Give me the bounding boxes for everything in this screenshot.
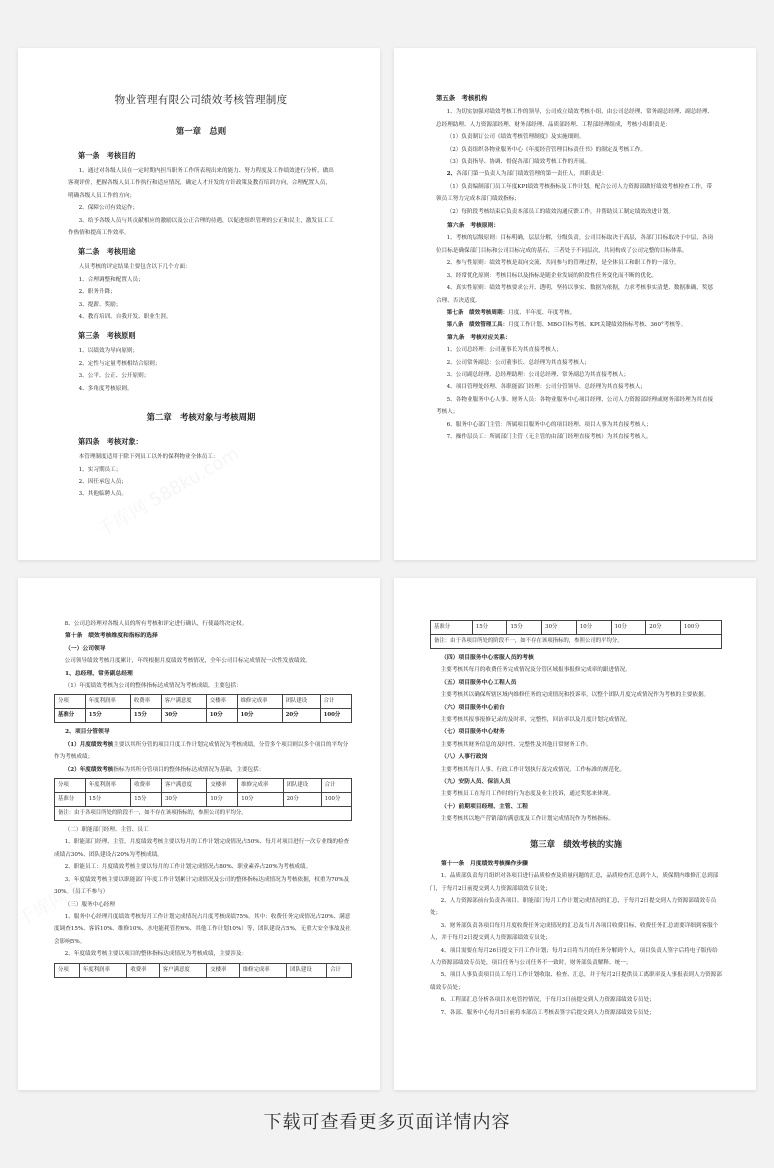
table-cell: 15分 <box>507 621 542 635</box>
document-page-2 <box>394 48 756 560</box>
table-note: 备注：由于各项目所处的阶段不一，如不存在该项指标的，参照公司的平均分。 <box>431 635 722 649</box>
paragraph: 8、公司总经理对各级人员的所有考核和评定进行确认，行使最终决定权。 <box>64 621 248 627</box>
paragraph: 2、职能员工：月度绩效考核主要以每月的工作计划完成情况占80%、职业素养占20%为考核成绩。 <box>64 864 312 871</box>
table-cell: 30分 <box>161 709 206 723</box>
table-header-row <box>55 695 352 709</box>
list-item: 1、以绩效为导向原则； <box>78 348 139 355</box>
table-cell: 合计 <box>320 695 351 709</box>
list-item: 3、公司副总经理、总经理助理：公司总经理、常务副总为其直接考核人； <box>446 371 630 378</box>
list-item: 4、项目管理处经理、各职能部门经理：公司分管领导、总经理为其直接考核人； <box>446 384 646 391</box>
list-item: 4、教育培训、自我开发、职业生涯。 <box>78 314 172 321</box>
table-row <box>431 621 722 635</box>
table-cell: 收费率 <box>130 695 161 709</box>
subsection-heading: （九）安防人员、保洁人员 <box>441 779 511 786</box>
paragraph: 主要考核其每月的收费任务完成情况及分管区域报事报修完成率的跟进情况。 <box>440 667 631 674</box>
list-item: 4、多角度考核原则。 <box>78 385 133 392</box>
paragraph: 主要考核其每月人事、行政工作计划执行及完成情况，工作标准的规范化。 <box>440 766 626 773</box>
score-table-1 <box>54 694 352 723</box>
table-cell: 年度利润率 <box>85 779 130 793</box>
table-cell: 10分 <box>237 709 282 723</box>
list-item: 2、公司常务副总：公司董事长、总经理为其直接考核人； <box>446 359 591 366</box>
table-header-row <box>55 779 352 793</box>
section-heading: 第三条 考核原则 <box>78 331 136 341</box>
table-cell: 客户满意度 <box>161 695 206 709</box>
table-cell: 15分 <box>85 709 130 723</box>
table-cell: 30分 <box>542 621 577 635</box>
list-item: 2、定性与定量考核相结合原则； <box>78 360 161 367</box>
table-cell: 维修完成率 <box>239 963 286 977</box>
table-cell: 15分 <box>472 621 507 635</box>
paragraph: （1）年度绩效考核为公司的整体指标达成情况为考核成绩，主要包括： <box>64 683 242 690</box>
clause-label: 第七条 绩效考核周期： <box>446 309 509 316</box>
list-item: 2、职务升降； <box>78 289 116 296</box>
table-cell: 团队建设 <box>287 963 327 977</box>
paragraph: 1、服务中心经理月度绩效考核每月工作计划完成情况占月度考核成绩75%。其中：收费任务完成情况占20%、满意度调查15%、客诉10%、维修10%、水电能耗管控6%、其他工作计划10%）等，团队建设占5%，无重大安全事故及社会影响5%。 <box>54 913 351 945</box>
subsection-heading: （五）项目服务中心工程人员 <box>441 679 517 686</box>
subsection-heading: （二）职能部门经理、主管、员工 <box>64 827 149 834</box>
list-item: 3、公平、公正、公开原则； <box>78 373 150 380</box>
list-item: （1）负责制订公司《绩效考核管理制度》及实施细则。 <box>446 134 585 141</box>
table-cell: 团队建设 <box>282 695 320 709</box>
list-item: 5、项目人事负责项目员工每月工作计划收取、检查、汇总，并于每月2日提供员工离职率及人事报表到人力资源部绩效专员处； <box>430 972 722 991</box>
table-cell: 基准分 <box>55 709 86 723</box>
paragraph: 3、年度绩效考核主要以职能部门年度工作计划累计完成情况及公司的整体指标达成情况为考核依据，权重为70%及30%。（员工不参与） <box>54 876 350 896</box>
table-cell: 20分 <box>646 621 681 635</box>
list-item: （2）负责组织各物业服务中心《年度经营管理目标责任书》的制定及考核工作。 <box>446 146 646 153</box>
section-heading: 第五条 考核机构 <box>436 94 488 102</box>
document-page-4 <box>394 578 756 1090</box>
clause-text: 月度、半年度、年度考核。 <box>508 309 576 316</box>
table-cell: 维修完成率 <box>238 779 283 793</box>
list-item: 1、考核的层级原则：目标明确，层层分解，分级负责。公司目标取决于高层，各部门目标取决于中层，各岗位目标是确保部门目标和公司目标完成的基石，三者处于不同层次，共同构成了公司完整的目标体系。 <box>436 235 714 254</box>
list-item: （2）每阶段考核结束后负责本部员工的绩效沟通反馈工作，并帮助员工制定绩效改进计划。 <box>446 208 674 215</box>
paragraph: 1、通过对各级人员在一定时期内担当职务工作所表现出来的能力、努力程度及工作绩效进行分析，做出客观评价，把握各级人员工作执行和适应情况，确定人才开发的方针政策及教育培训方向，合理配置人员，明确各级人员工作的方向； <box>68 168 334 199</box>
table-cell: 20分 <box>283 793 321 807</box>
paragraph: 主要考核其报事报修记录的及时率，完整性，回访率以及月度计划完成情况。 <box>440 717 631 724</box>
list-item: 4、真实性原则：绩效考核要求公开、透明，坚持以事实、数据为依据，力求考核事实清楚、数据准确、奖惩合理、否决适度。 <box>436 285 714 304</box>
document-title: 物业管理有限公司绩效考核管理制度 <box>114 94 288 106</box>
table-cell: 交楼率 <box>207 963 239 977</box>
subsection-heading: （一）公司领导 <box>65 645 106 652</box>
paragraph-label: 2、 <box>446 171 457 178</box>
table-cell: 合计 <box>321 779 351 793</box>
chapter-heading: 第二章 考核对象与考核周期 <box>146 412 256 423</box>
section-heading: 第一条 考核目的 <box>78 151 136 160</box>
list-item: 3、提薪、奖励； <box>78 301 122 308</box>
list-item: 1、合理调整和配置人员； <box>78 276 144 283</box>
paragraph-text: 指标为其所分管项目的整体指标达成情况为基础，主要包括： <box>113 766 265 773</box>
list-item: 1、公司总经理：公司董事长为其直接考核人； <box>446 347 563 354</box>
paragraph <box>54 764 352 776</box>
list-item: 7、操作层员工：所属部门主管（无主管的由部门经理直接考核）为其直接考核人。 <box>446 433 652 440</box>
paragraph <box>436 168 716 180</box>
table-row <box>55 709 352 723</box>
table-cell: 30分 <box>162 793 207 807</box>
table-cell: 交楼率 <box>206 695 237 709</box>
score-table-4 <box>430 620 722 649</box>
clause-text: 月度工作计划、MBO目标考核、KPI关键绩效指标考核、360°考核等。 <box>508 322 687 329</box>
table-cell: 基准分 <box>55 793 86 807</box>
download-more-caption: 下载可查看更多页面详情内容 <box>263 1112 511 1133</box>
table-cell: 基准分 <box>431 621 473 635</box>
table-row <box>55 793 352 807</box>
list-item: 2、人力资源部前台负责各项目、职能部门每月工作计划完成情况的汇总，于每月2日提交到人力资源部绩效专员处； <box>430 897 717 917</box>
paragraph-text: 主要以其所分管的项目月度工作计划完成情况为考核成绩，分管多个项目则以多个项目的平均分作为考核成绩； <box>54 741 349 761</box>
table-cell: 合计 <box>327 963 352 977</box>
score-table-2 <box>54 778 352 821</box>
paragraph: 2、年度绩效考核主要以项目的整体指标达成情况为考核成绩，主要涉及： <box>64 951 248 958</box>
paragraph: 1、职能部门经理、主管，月度绩效考核主要以每月的工作计划完成情况占50%、每月对项目进行一次专业线的检查成绩占30%、团队建设占20%为考核成绩。 <box>54 839 350 858</box>
table-cell: 分项 <box>55 963 80 977</box>
list-item: 4、项目需要在每月26日提交下月工作计划；每月2日将当月的任务分解到个人，项目负责人签字后将电子版传给人力资源部绩效专员处，项目任务与公司任务不一致时，财务部负责解释、统一； <box>430 947 718 966</box>
table-cell: 年度利润率 <box>85 695 130 709</box>
paragraph: 主要考核员工在每月工作时的行为态度及业主投诉，通过奖惩来体现。 <box>440 791 615 798</box>
table-cell: 10分 <box>206 709 237 723</box>
paragraph: 2、保障公司有效运作； <box>78 205 139 212</box>
list-item: 6、服务中心部门主管：所属项目服务中心的项目经理、项目人事为其直接考核人； <box>446 421 652 428</box>
table-cell: 15分 <box>130 709 161 723</box>
subsection-heading: （七）项目服务中心财务 <box>441 729 505 736</box>
list-item: 2、因任承包人员； <box>78 478 127 485</box>
section-heading: 第二条 考核用途 <box>78 247 136 257</box>
table-cell: 年度利润率 <box>79 963 126 977</box>
table-cell: 团队建设 <box>283 779 321 793</box>
subsection-heading: （三）服务中心经理 <box>64 901 115 908</box>
table-cell: 10分 <box>576 621 611 635</box>
paragraph: 本管理制度适用于除下列员工以外的保利物业全体员工： <box>78 454 219 461</box>
subsection-heading: （十）前期项目经理、主管、工程 <box>441 803 528 810</box>
list-item: （1）负责编制部门员工年度KPI绩效考核指标及工作计划，配合公司人力资源部做好绩效考核检查工作，带领员工努力完成本部门绩效指标； <box>436 183 713 203</box>
table-cell: 分项 <box>55 779 86 793</box>
paragraph: 主要考核其以地产营销部的满意度及工作计划完成情况作为考核指标。 <box>440 816 615 823</box>
list-item: 1、实习期员工； <box>78 466 122 473</box>
table-cell: 分项 <box>55 695 86 709</box>
section-heading: 第十一条 月度绩效考核操作步骤 <box>441 860 528 867</box>
table-cell: 客户满意度 <box>159 963 206 977</box>
subsection-heading: 2、项目分管领导 <box>65 729 110 736</box>
section-heading: 第九条 考核对应关系： <box>447 334 511 341</box>
paragraph <box>54 739 352 764</box>
paragraph-label: （2）年度绩效考核 <box>64 766 114 773</box>
score-table-3 <box>54 963 352 978</box>
paragraph: 主要考核其财务信息的及时性、完整性及其他日常财务工作。 <box>440 741 592 748</box>
paragraph-label: （1）月度绩效考核 <box>64 741 114 748</box>
subsection-heading: （四）项目服务中心客服人员的考核 <box>441 655 534 661</box>
table-header-row <box>55 963 352 977</box>
table-cell: 维修完成率 <box>237 695 282 709</box>
paragraph <box>436 319 716 331</box>
list-item: 3、其他临聘人员。 <box>78 491 127 498</box>
paragraph-text: 各部门第一负责人为部门绩效管理的第一责任人，其职责是： <box>456 171 608 178</box>
table-cell: 10分 <box>611 621 646 635</box>
list-item: 5、各物业服务中心人事、财务人员：各物业服务中心项目经理、公司人力资源部经理或财务部经理为其直接考核人； <box>436 396 714 416</box>
chapter-heading: 第三章 绩效考核的实施 <box>529 838 623 849</box>
table-note-row <box>55 807 352 821</box>
paragraph: 1、为切实加强对绩效考核工作的领导，公司成立绩效考核小组，由公司总经理、常务副总经理、副总经理、总经理助理、人力资源部经理、财务部经理、品质部经理、工程部经理组成，考核小组职责是： <box>436 109 714 128</box>
table-cell: 收费率 <box>127 963 159 977</box>
subsection-heading: （八）人事行政岗 <box>441 754 488 761</box>
table-cell: 客户满意度 <box>162 779 207 793</box>
table-note: 备注：由于各项目所处的阶段不一，如不存在该项指标的，参照公司的平均分。 <box>55 807 352 821</box>
list-item: 3、经常优化原则：考核目标以及指标是随企业发展的阶段性任务变化而不断的优化。 <box>446 272 658 279</box>
document-page-1 <box>18 48 380 560</box>
table-cell: 10分 <box>238 793 283 807</box>
table-cell: 10分 <box>207 793 238 807</box>
section-heading: 第四条 考核对象： <box>78 437 143 447</box>
section-heading: 第十条 绩效考核维度和指标的选择 <box>65 633 158 640</box>
section-heading: 第六条 考核原则： <box>447 223 500 230</box>
paragraph: 公司领导绩效考核月度累计，年终根据月度绩效考核情况，全年公司目标完成情况一次性发放绩效。 <box>64 658 311 665</box>
table-cell: 100分 <box>321 793 351 807</box>
paragraph: 主要考核其以确保所辖区域内维修任务的完成情况和投诉率，以整个团队月度完成情况作为考核的主要依据。 <box>440 692 710 699</box>
table-cell: 15分 <box>131 793 162 807</box>
paragraph: 人员考核的评定结果主要包含以下几个方面： <box>78 264 191 271</box>
list-item: 2、参与性原则：绩效考核是双向交流、共同参与的管理过程，是全体员工和职工作的一部分。 <box>446 260 680 267</box>
table-note-row <box>431 635 722 649</box>
table-cell: 100分 <box>680 621 721 635</box>
paragraph: 3、给予各级人员与其贡献相应的激励以及公正合理的待遇，以促进组织管理的公正和民主，激发员工工作热情和提高工作效率。 <box>68 217 334 237</box>
list-item: 6、工程部汇总分析各项目水电管控情况，于每月3日前提交到人力资源部绩效专员处； <box>440 997 655 1004</box>
subsection-heading: 1、总经理、常务副总经理 <box>65 670 133 677</box>
paragraph <box>436 307 716 319</box>
subsection-heading: （六）项目服务中心前台 <box>441 704 505 711</box>
table-cell: 收费率 <box>131 779 162 793</box>
list-item: 3、财务部负责各项目每月月度收费任务完成情况的汇总及当月各项目收费目标，收费任务汇总需要详细到客服个人，并于每月2日提交到人力资源部绩效专员处； <box>430 922 719 942</box>
list-item: 1、品质部负责每月组织对各项目进行品质检查及质量问题的汇总，品质检查汇总到个人，质保期内维修汇总到部门，于每月2日前提交到人力资源部绩效专员处； <box>430 873 719 892</box>
table-cell: 20分 <box>282 709 320 723</box>
table-cell: 15分 <box>85 793 130 807</box>
list-item: （3）负责指导、协调、督促各部门绩效考核工作的开展。 <box>446 159 591 166</box>
table-cell: 交楼率 <box>207 779 238 793</box>
clause-label: 第八条 绩效管理工具： <box>446 322 509 329</box>
chapter-heading: 第一章 总则 <box>175 126 227 136</box>
document-page-3 <box>18 578 380 1090</box>
table-cell: 100分 <box>320 709 351 723</box>
list-item: 7、各部、服务中心每月5日前将本部员工考核表签字后提交到人力资源部绩效专员处； <box>440 1009 655 1016</box>
